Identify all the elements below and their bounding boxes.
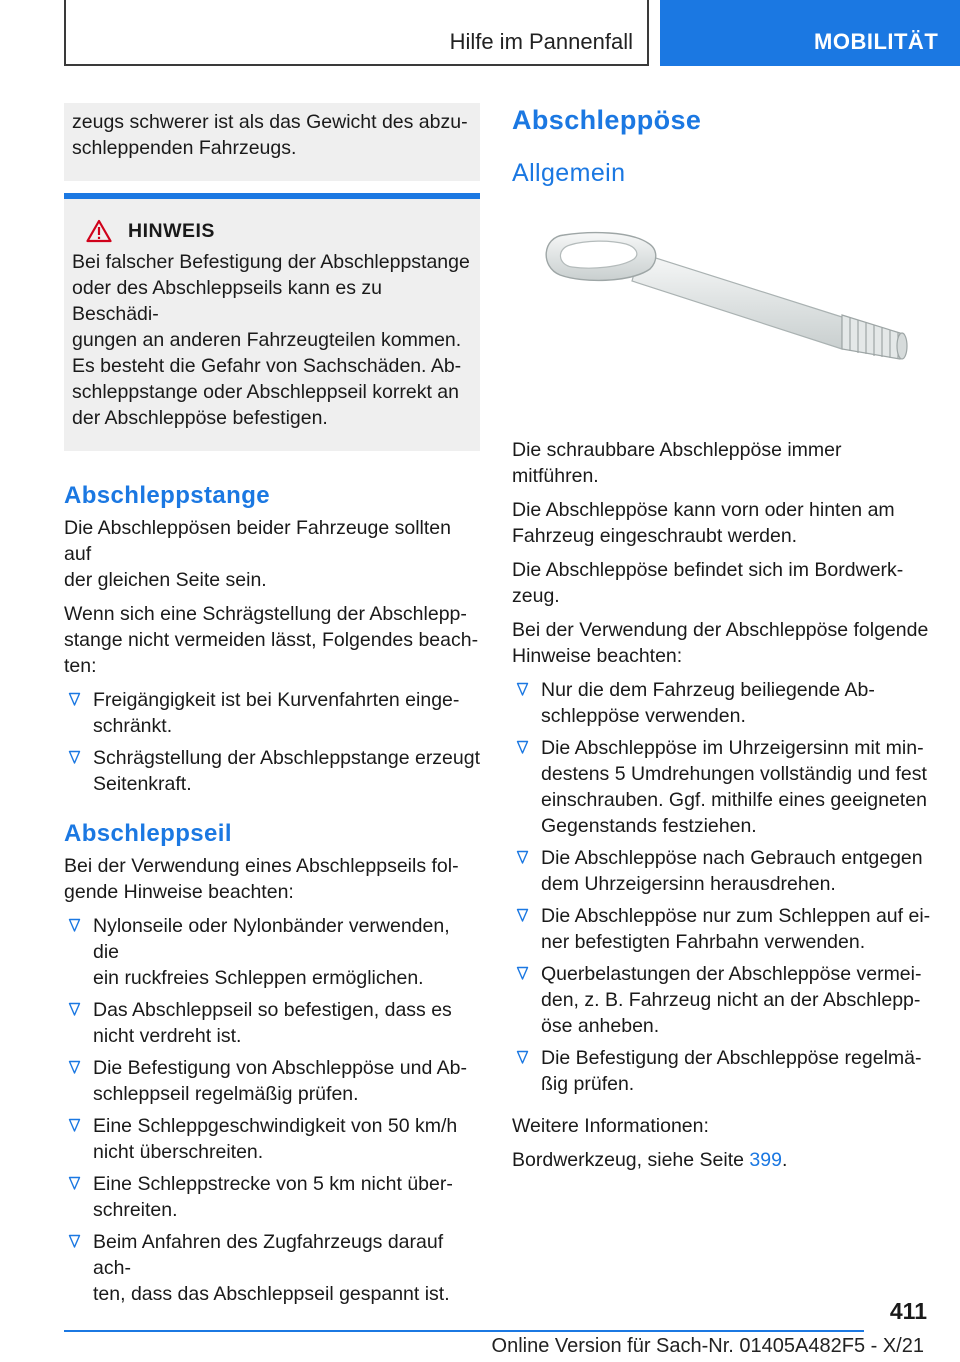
page-link[interactable]: 399 — [749, 1149, 782, 1171]
header-section-title: Hilfe im Pannenfall — [449, 29, 633, 54]
hint-header — [72, 217, 472, 245]
list-item: Nur die dem Fahrzeug beiliegende Ab- schleppöse verwenden. — [512, 677, 932, 729]
subheading-allgemein: Allgemein — [512, 159, 626, 187]
bullet-list — [64, 687, 480, 797]
hint-text: Bei falscher Befestigung der Abschleppstange oder des Abschleppseils kann es zu Beschädi- gungen an anderen Fahrzeugteilen kommen. Es besteht die Gefahr von Sachschäden. Ab- schleppstange oder Abschleppseil korrekt an der Abschleppöse befestigen. — [72, 251, 470, 429]
list-item: Nylonseile oder Nylonbänder verwenden, die ein ruckfreies Schleppen ermöglichen. — [64, 913, 480, 991]
triangle-bullet-icon — [68, 918, 81, 933]
paragraph: Bei der Verwendung der Abschleppöse folgende Hinweise beachten: — [512, 619, 929, 667]
heading-abschleppseil: Abschleppseil — [64, 820, 232, 847]
triangle-bullet-icon — [68, 1234, 81, 1249]
triangle-bullet-icon — [68, 1002, 81, 1017]
footer-divider — [64, 1330, 864, 1332]
page-number: 411 — [889, 1298, 927, 1324]
list-item: Die Abschleppöse nach Gebrauch entgegen dem Uhrzeigersinn herausdrehen. — [512, 845, 932, 897]
triangle-bullet-icon — [68, 750, 81, 765]
triangle-bullet-icon — [516, 966, 529, 981]
bullet-list — [64, 913, 480, 1307]
list-item: Die Abschleppöse im Uhrzeigersinn mit min- destens 5 Umdrehungen vollständig und fest einschrauben. Ggf. mithilfe eines geeigneten Gegenstands festziehen. — [512, 735, 932, 839]
triangle-bullet-icon — [516, 682, 529, 697]
paragraph: Die Abschleppösen beider Fahrzeuge sollten auf der gleichen Seite sein. — [64, 517, 452, 591]
tow-eye-illustration — [512, 209, 932, 419]
list-item: Querbelastungen der Abschleppöse vermei- den, z. B. Fahrzeug nicht an der Abschlepp- öse anheben. — [512, 961, 932, 1039]
more-info-label: Weitere Informationen: — [512, 1115, 709, 1137]
list-item: Die Befestigung von Abschleppöse und Ab- schleppseil regelmäßig prüfen. — [64, 1055, 480, 1107]
continued-text: zeugs schwerer ist als das Gewicht des abzu- schleppenden Fahrzeugs. — [72, 111, 468, 159]
list-item: Beim Anfahren des Zugfahrzeugs darauf ach- ten, dass das Abschleppseil gespannt ist. — [64, 1229, 480, 1307]
list-item: Freigängigkeit ist bei Kurvenfahrten einge- schränkt. — [64, 687, 480, 739]
hint-box — [64, 193, 480, 451]
triangle-bullet-icon — [516, 1050, 529, 1065]
heading-abschleppoese: Abschleppöse — [512, 105, 702, 135]
triangle-bullet-icon — [516, 740, 529, 755]
triangle-bullet-icon — [68, 1118, 81, 1133]
triangle-bullet-icon — [68, 1060, 81, 1075]
paragraph: Die Abschleppöse kann vorn oder hinten am Fahrzeug eingeschraubt werden. — [512, 499, 895, 547]
triangle-bullet-icon — [68, 1176, 81, 1191]
paragraph: Bei der Verwendung eines Abschleppseils fol- gende Hinweise beachten: — [64, 855, 459, 903]
cross-reference: Bordwerkzeug, siehe Seite 399. — [512, 1149, 788, 1171]
right-column — [512, 103, 932, 1181]
paragraph: Die Abschleppöse befindet sich im Bordwerk- zeug. — [512, 559, 904, 607]
hint-title: HINWEIS — [128, 219, 215, 242]
list-item: Schrägstellung der Abschleppstange erzeugt Seitenkraft. — [64, 745, 480, 797]
paragraph: Die schraubbare Abschleppöse immer mitführen. — [512, 439, 842, 487]
list-item: Die Befestigung der Abschleppöse regelmä- ßig prüfen. — [512, 1045, 932, 1097]
header-section-box — [64, 0, 649, 66]
triangle-bullet-icon — [68, 692, 81, 707]
header-chapter-tab[interactable] — [660, 0, 960, 66]
paragraph: Wenn sich eine Schrägstellung der Abschlepp- stange nicht vermeiden lässt, Folgendes beach- ten: — [64, 603, 479, 677]
tow-eye-icon — [512, 209, 932, 419]
left-column — [64, 103, 480, 1313]
bullet-list — [512, 677, 932, 1097]
heading-abschleppstange: Abschleppstange — [64, 482, 271, 509]
footer-version-text: Online Version für Sach-Nr. 01405A482F5 - X/21 — [491, 1335, 924, 1357]
header-chapter-label: MOBILITÄT — [814, 29, 939, 54]
list-item: Die Abschleppöse nur zum Schleppen auf ei- ner befestigten Fahrbahn verwenden. — [512, 903, 932, 955]
triangle-bullet-icon — [516, 908, 529, 923]
warning-triangle-icon — [86, 219, 112, 243]
list-item: Eine Schleppgeschwindigkeit von 50 km/h nicht überschreiten. — [64, 1113, 480, 1165]
list-item: Eine Schleppstrecke von 5 km nicht über- schreiten. — [64, 1171, 480, 1223]
continued-hint-box — [64, 103, 480, 181]
triangle-bullet-icon — [516, 850, 529, 865]
list-item: Das Abschleppseil so befestigen, dass es nicht verdreht ist. — [64, 997, 480, 1049]
